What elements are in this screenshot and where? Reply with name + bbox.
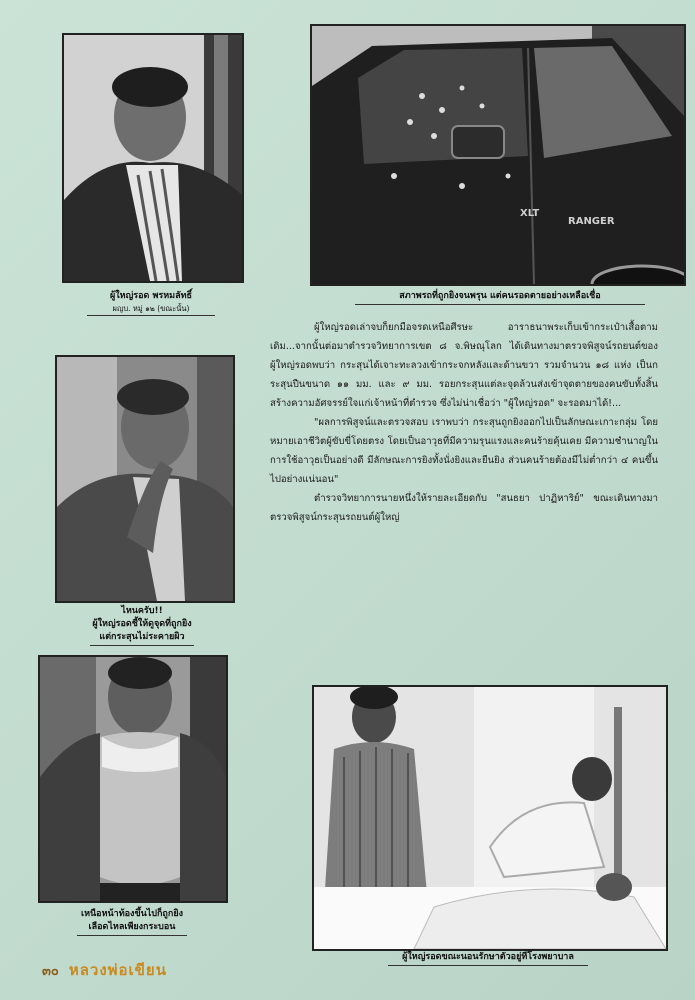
- truck-photo: [310, 24, 686, 286]
- hospital-photo: [312, 685, 668, 951]
- abdomen-caption-line1: เหนือหน้าท้องขึ้นไปก็ถูกยิง: [81, 909, 183, 919]
- abdomen-caption-line2: เลือดไหลเพียงกระบอน: [88, 922, 176, 932]
- pointing-caption-line1: ไหนครับ!!: [121, 606, 163, 616]
- pointing-caption: [62, 605, 222, 646]
- portrait-photo: [62, 33, 244, 283]
- page-number: ๓๐: [42, 963, 59, 979]
- hospital-caption-text: ผู้ใหญ่รอดขณะนอนรักษาตัวอยู่ที่โรงพยาบาล: [402, 952, 574, 962]
- portrait-caption-title: ผู้ใหญ่รอด พรหมลัทธิ์: [109, 291, 193, 301]
- magazine-name: หลวงพ่อเขียน: [68, 961, 167, 979]
- article-body: [270, 318, 658, 527]
- hospital-caption: [360, 951, 616, 966]
- article-paragraph-2: "ผลการพิสูจน์และตรวจสอบ เราพบว่า กระสุนถูกยิงออกไปเป็นลักษณะเกาะกลุ่ม โดยหมายเอาชีวิตผู้ขับขี่โดยตรง โดยเป็นอาวุธที่มีความรุนแรงและคนร้ายคุ้นเคย มีความชำนาญในการใช้อาวุธเป็นอย่างดี มีลักษณะการยิงทั้งนั่งยิงและยืนยิง ส่วนคนร้ายต้องมีไม่ต่ำกว่า ๔ คนขึ้นไปอย่างแน่นอน": [270, 417, 658, 485]
- truck-badge-model: XLT: [520, 208, 540, 219]
- article-paragraph-1: ผู้ใหญ่รอดเล่าจบก็ยกมือจรดเหนือศีรษะ อาราธนาพระเก็บเข้ากระเป๋าเสื้อตามเดิม...จากนั้นต่อมาตำรวจวิทยาการเขต ๘ จ.พิษณุโลก ได้เดินทางมาตรวจพิสูจน์รถยนต์ของผู้ใหญ่รอดพบว่า กระสุนได้เจาะทะลวงเข้ากระจกหลังและด้านขวา รวมจำนวน ๑๘ แห่ง เป็นกระสุนปืนขนาด ๑๑ มม. และ ๙ มม. รอยกระสุนแต่ละจุดล้วนส่งเข้าจุดตายของคนขับทั้งสิ้น สร้างความอัศจรรย์ใจแก่เจ้าหน้าที่ตำรวจ ซึ่งไม่น่าเชื่อว่า "ผู้ใหญ่รอด" จะรอดมาได้!...: [270, 322, 658, 409]
- pointing-caption-line3: แต่กระสุนไม่ระคายผิว: [99, 632, 185, 642]
- abdomen-photo: [38, 655, 228, 903]
- truck-caption: [330, 290, 670, 305]
- abdomen-caption: [50, 908, 214, 936]
- truck-caption-text: สภาพรถที่ถูกยิงจนพรุน แต่คนรอดตายอย่างเหลือเชื่อ: [399, 291, 601, 301]
- page-footer: [42, 958, 167, 982]
- pointing-caption-line2: ผู้ใหญ่รอดชี้ให้ดูจุดที่ถูกยิง: [92, 619, 192, 629]
- portrait-caption-sub: ผญบ. หมู่ ๑๒ (ขณะนั้น): [112, 304, 190, 313]
- truck-badge-name: RANGER: [568, 216, 615, 227]
- portrait-caption: [72, 290, 230, 316]
- article-paragraph-3: ตำรวจวิทยาการนายหนึ่งให้รายละเอียดกับ "สนธยา ปาฏิหาริย์" ขณะเดินทางมาตรวจพิสูจน์กระสุนรถยนต์ผู้ใหญ่: [270, 493, 658, 523]
- pointing-photo: [55, 355, 235, 603]
